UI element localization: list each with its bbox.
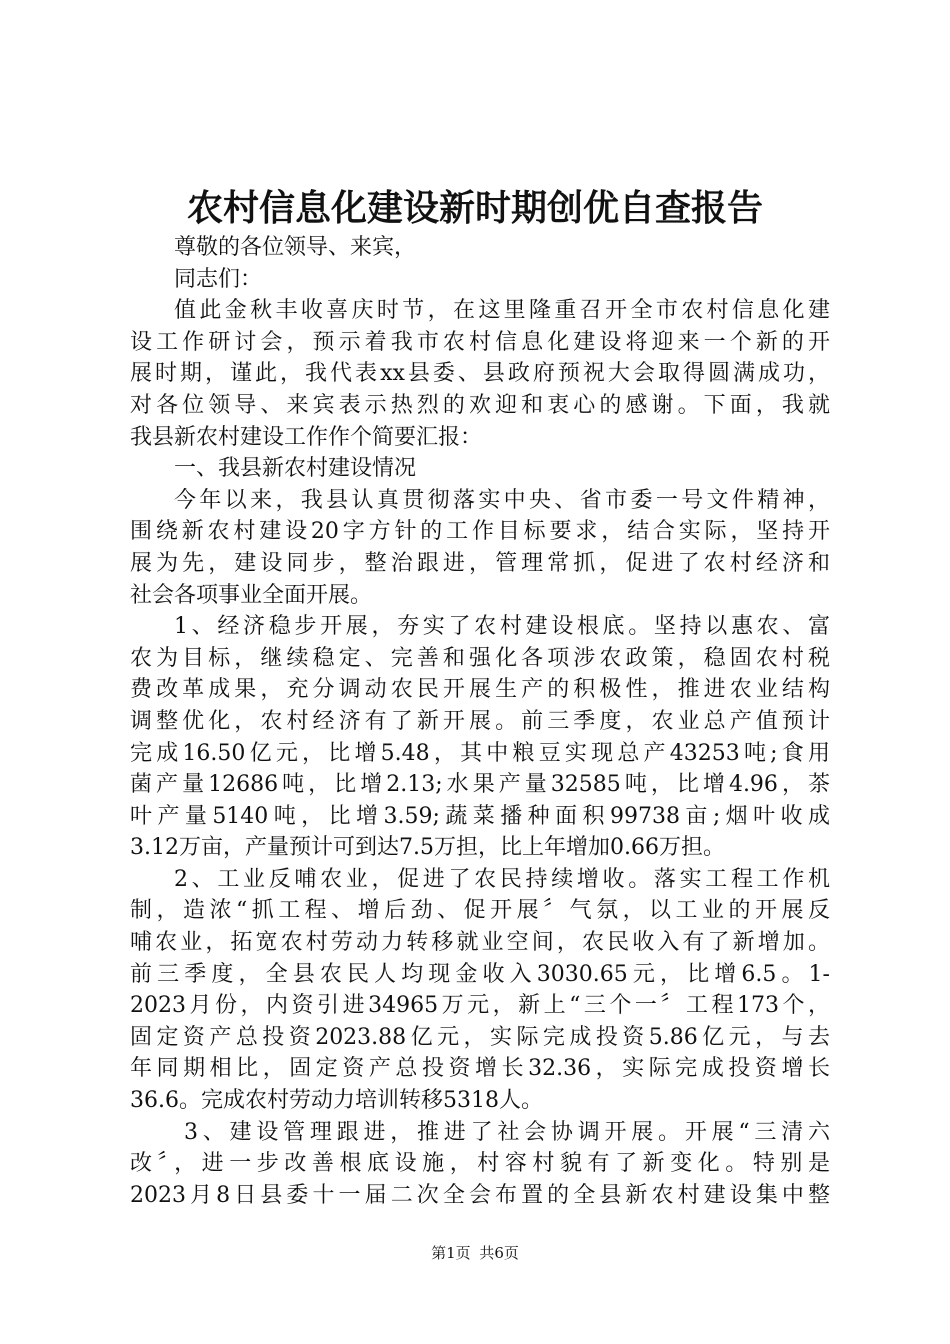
page-number: 第1页 — [431, 1244, 471, 1262]
paragraph-line: 展时期，谨此，我代表xx县委、县政府预祝大会取得圆满成功， — [130, 361, 830, 387]
paragraph-line: 对各位领导、来宾表示热烈的欢迎和衷心的感谢。下面，我就 — [130, 392, 830, 418]
paragraph-line: 展为先，建设同步，整治跟进，管理常抓，促进了农村经济和 — [130, 550, 830, 576]
paragraph-line: 围绕新农村建设20字方针的工作目标要求，结合实际，坚持开 — [130, 519, 830, 545]
paragraph-line: 2、工业反哺农业，促进了农民持续增收。落实工程工作机 — [174, 866, 830, 892]
section-heading: 一、我县新农村建设情况 — [174, 456, 417, 482]
paragraph-line: 固定资产总投资2023.88亿元，实际完成投资5.86亿元，与去 — [130, 1024, 830, 1050]
paragraph-line: 年同期相比，固定资产总投资增长32.36，实际完成投资增长 — [130, 1056, 830, 1082]
paragraph-line: 今年以来，我县认真贯彻落实中央、省市委一号文件精神， — [174, 487, 830, 513]
page-footer — [0, 1243, 950, 1263]
paragraph-line: 1、经济稳步开展，夯实了农村建设根底。坚持以惠农、富 — [174, 614, 830, 640]
paragraph-line: 2023月8日县委十一届二次全会布置的全县新农村建设集中整 — [130, 1182, 830, 1208]
paragraph-line: 农为目标，继续稳定、完善和强化各项涉农政策，稳固农村税 — [130, 645, 830, 671]
paragraph-line: 哺农业，拓宽农村劳动力转移就业空间，农民收入有了新增加。 — [130, 930, 830, 956]
paragraph-line: 调整优化，农村经济有了新开展。前三季度，农业总产值预计 — [130, 708, 830, 734]
paragraph-line: 菌产量12686吨，比增2.13;水果产量32585吨，比增4.96，茶 — [130, 772, 830, 798]
paragraph-line: 我县新农村建设工作作个简要汇报： — [130, 424, 483, 450]
document-body — [130, 232, 830, 1211]
paragraph-line: 改〞，进一步改善根底设施，村容村貌有了新变化。特别是 — [130, 1151, 830, 1177]
paragraph-line: 2023月份，内资引进34965万元，新上“三个一〞工程173个， — [130, 993, 830, 1019]
paragraph-line: 设工作研讨会，预示着我市农村信息化建设将迎来一个新的开 — [130, 329, 830, 355]
paragraph-line: 36.6。完成农村劳动力培训转移5318人。 — [130, 1088, 543, 1114]
paragraph-line: 叶产量5140吨，比增3.59;蔬菜播种面积99738亩;烟叶收成 — [130, 803, 830, 829]
paragraph-line: 3.12万亩，产量预计可到达7.5万担，比上年增加0.66万担。 — [130, 835, 725, 861]
salutation-line: 尊敬的各位领导、来宾， — [174, 235, 417, 260]
paragraph-line: 制，造浓“抓工程、增后劲、促开展〞气氛，以工业的开展反 — [130, 898, 830, 924]
paragraph-line: 前三季度，全县农民人均现金收入3030.65元，比增6.5。1- — [130, 961, 830, 987]
salutation-line: 同志们： — [174, 266, 263, 292]
paragraph-line: 完成16.50亿元，比增5.48，其中粮豆实现总产43253吨;食用 — [130, 740, 830, 766]
paragraph-line: 3、建设管理跟进，推进了社会协调开展。开展“三清六 — [184, 1119, 830, 1145]
paragraph-line: 费改革成果，充分调动农民开展生产的积极性，推进农业结构 — [130, 677, 830, 703]
page-total: 共6页 — [479, 1244, 519, 1262]
document-title: 农村信息化建设新时期创优自查报告 — [186, 187, 763, 229]
paragraph-line: 社会各项事业全面开展。 — [130, 582, 373, 608]
paragraph-line: 值此金秋丰收喜庆时节，在这里隆重召开全市农村信息化建 — [174, 298, 830, 324]
